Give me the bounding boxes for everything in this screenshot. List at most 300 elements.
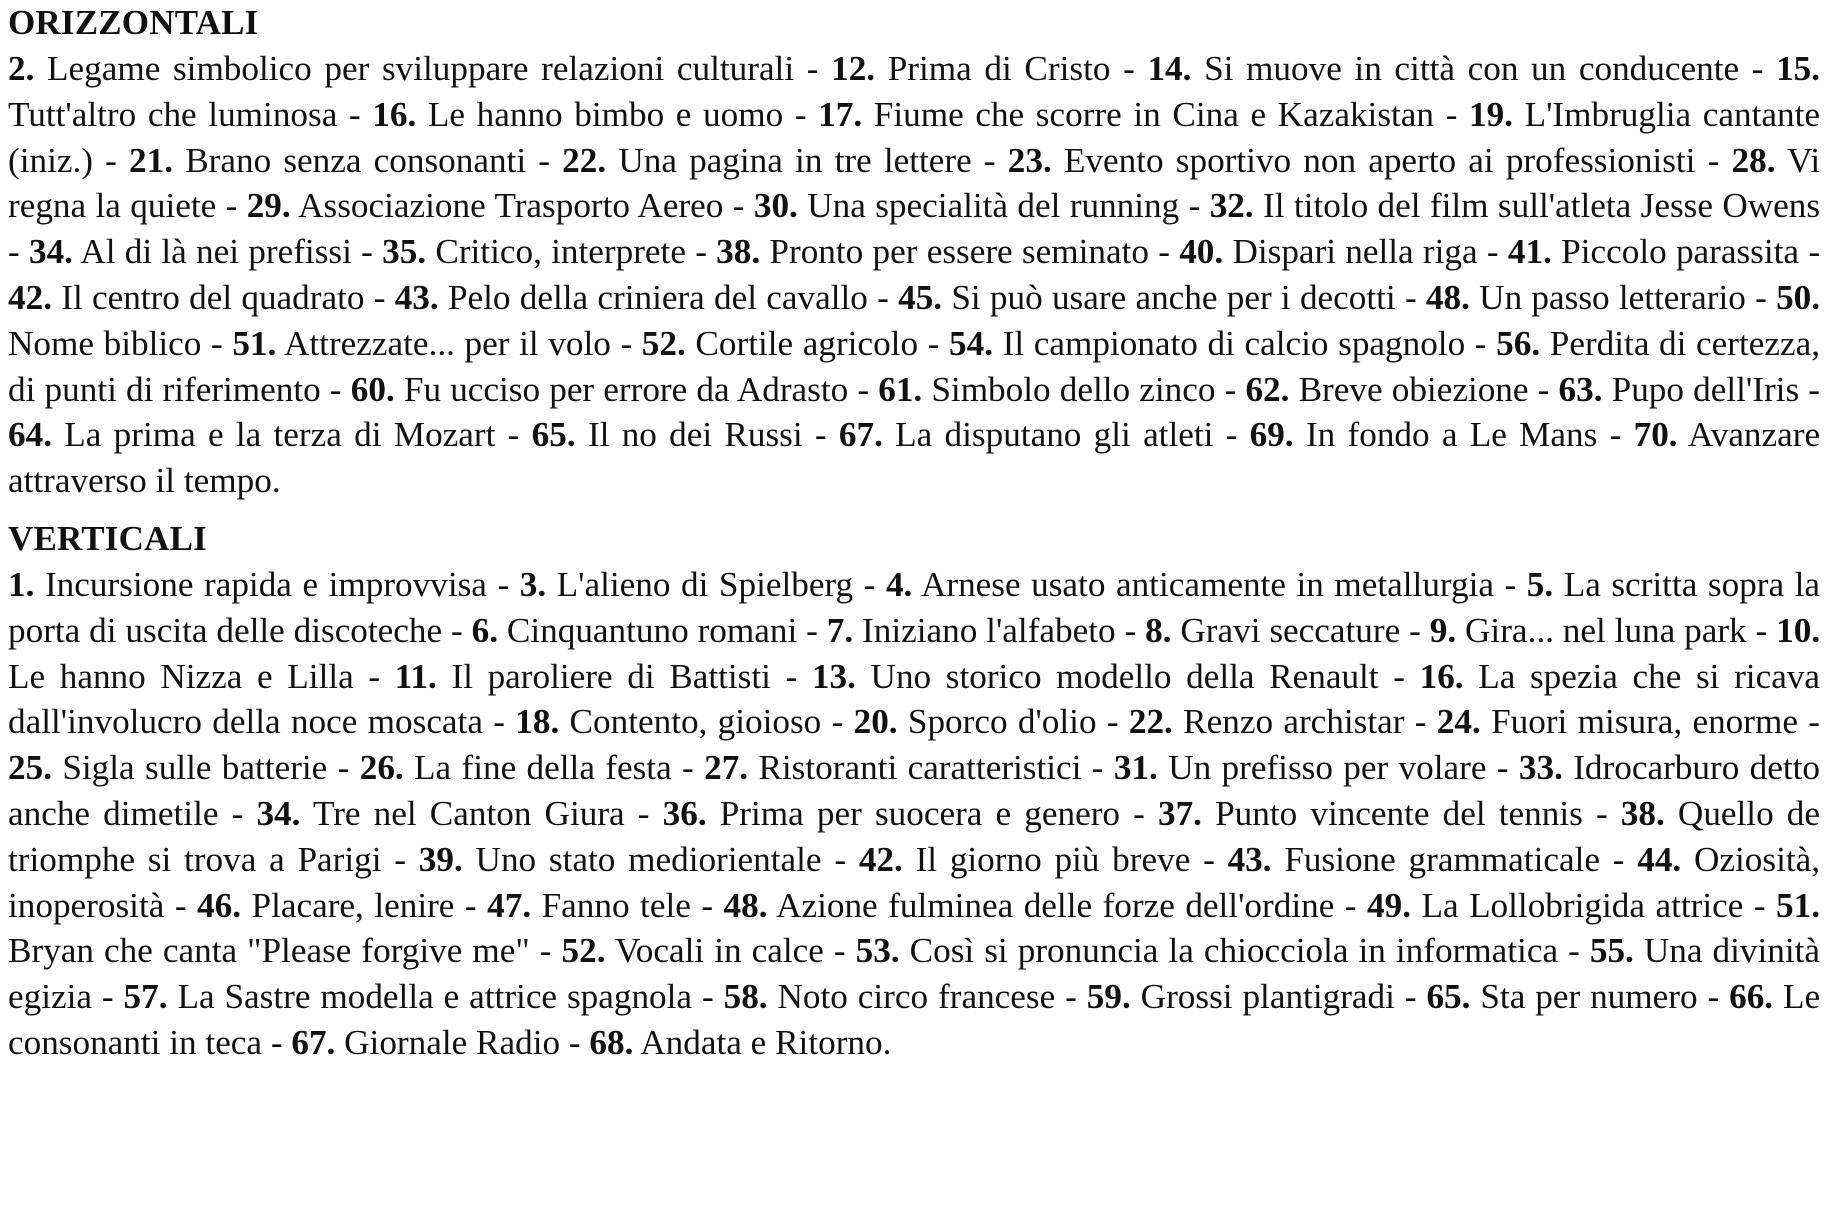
clue-text: Cinquantuno romani: [506, 610, 798, 650]
down-clue: [704, 748, 1081, 787]
clue-separator: -: [1697, 977, 1730, 1017]
clue-number: 51.: [1776, 885, 1821, 925]
clue-text: Cortile agricolo: [695, 323, 919, 363]
clue-text: Vi regna la quiete: [8, 140, 1821, 226]
clue-text: Uno stato mediorientale: [475, 839, 822, 879]
clue-text: Sigla sulle batterie: [62, 748, 328, 788]
clue-separator: -: [1096, 702, 1129, 742]
across-clue: [247, 186, 724, 225]
clue-text: Quello de triomphe si trova a Parigi: [8, 793, 1821, 879]
clue-text: Fiume che scorre in Cina e Kazakistan: [873, 94, 1434, 134]
clue-number: 18.: [515, 702, 560, 742]
clue-text: Prima di Cristo: [887, 49, 1111, 88]
clue-text: Una pagina in tre lettere: [618, 140, 972, 180]
clue-separator: -: [351, 232, 383, 272]
clue-number: 5.: [1526, 564, 1554, 604]
clue-number: 67.: [838, 415, 883, 455]
across-clue: [129, 141, 526, 180]
clue-separator: -: [1486, 748, 1519, 788]
clue-number: 68.: [589, 1022, 634, 1062]
clue-separator: -: [671, 748, 705, 788]
clue-text: Andata e Ritorno.: [640, 1022, 892, 1062]
across-clue: [8, 49, 794, 88]
clue-text: In fondo a Le Mans: [1305, 415, 1598, 455]
clue-number: 2.: [8, 49, 35, 88]
clue-separator: -: [971, 140, 1008, 180]
clue-number: 16.: [1419, 656, 1464, 696]
clue-number: 14.: [1147, 49, 1192, 88]
across-clue: [1426, 278, 1746, 317]
clue-text: Al di là nei prefissi: [80, 232, 352, 272]
clue-text: Noto circo francese: [777, 977, 1056, 1017]
clue-separator: -: [1215, 369, 1246, 409]
clue-text: Tutt'altro che luminosa: [8, 94, 338, 134]
clue-text: Pelo della criniera del cavallo: [447, 277, 868, 317]
clue-text: La scritta sopra la porta di uscita delle discoteche: [8, 564, 1821, 650]
clue-separator: -: [1797, 702, 1820, 742]
clue-number: 9.: [1429, 610, 1457, 650]
clue-text: Le hanno bimbo e uomo: [427, 94, 784, 134]
across-section-title: ORIZZONTALI: [8, 3, 259, 42]
down-clue: [8, 565, 487, 604]
across-clues-section: [8, 0, 1820, 504]
clue-number: 55.: [1589, 931, 1634, 971]
clue-number: 42.: [858, 839, 903, 879]
down-clue: [8, 748, 327, 787]
clue-separator: -: [1465, 323, 1497, 363]
down-clue: [515, 702, 821, 741]
clue-number: 27.: [704, 748, 749, 788]
clue-number: 41.: [1507, 232, 1552, 272]
down-clue: [886, 565, 1494, 604]
clue-number: 46.: [197, 885, 242, 925]
clue-separator: -: [486, 564, 520, 604]
clue-separator: -: [1493, 564, 1527, 604]
clue-separator: -: [918, 323, 950, 363]
down-clue: [724, 886, 1335, 925]
clue-separator: -: [1213, 415, 1250, 455]
clue-separator: -: [1582, 793, 1621, 833]
clue-number: 39.: [418, 839, 463, 879]
clue-text: Fuori misura, enorme: [1491, 702, 1798, 742]
down-clue: [812, 657, 1379, 696]
clue-number: 67.: [291, 1022, 336, 1062]
down-section-title: VERTICALI: [8, 518, 207, 558]
across-clue: [1245, 370, 1528, 409]
clue-number: 15.: [1776, 49, 1821, 88]
clue-number: 66.: [1729, 977, 1774, 1017]
clue-separator: -: [853, 564, 886, 604]
clue-number: 45.: [898, 277, 943, 317]
clue-separator: -: [1528, 369, 1559, 409]
down-clue: [856, 931, 1558, 970]
clue-text: La disputano gli atleti: [895, 415, 1214, 455]
clue-separator: -: [1334, 885, 1367, 925]
clue-number: 42.: [8, 277, 52, 317]
clue-separator: -: [1599, 839, 1638, 879]
down-clue: [291, 1023, 560, 1062]
clue-number: 70.: [1633, 415, 1678, 455]
clue-separator: -: [823, 931, 856, 971]
clue-number: 56.: [1496, 323, 1541, 363]
clue-separator: -: [821, 702, 854, 742]
clue-number: 35.: [382, 232, 427, 272]
clue-number: 50.: [1776, 277, 1821, 317]
clue-number: 40.: [1179, 232, 1224, 272]
clue-number: 26.: [359, 748, 404, 788]
clue-number: 53.: [855, 931, 900, 971]
clue-text: Idrocarburo detto anche dimetile: [8, 748, 1820, 833]
clue-separator: -: [164, 885, 198, 925]
clue-text: Perdita di certezza, di punti di riferimento: [8, 323, 1821, 409]
clue-text: Evento sportivo non aperto ai professionisti: [1063, 140, 1696, 180]
clue-separator: -: [1695, 140, 1732, 180]
clue-number: 69.: [1249, 415, 1294, 455]
clue-text: Il giorno più breve: [915, 839, 1191, 879]
clue-separator: -: [1434, 94, 1469, 134]
clue-number: 22.: [1128, 702, 1173, 742]
clue-separator: -: [1115, 610, 1146, 650]
clue-text: Il centro del quadrato: [61, 277, 365, 317]
clue-separator: -: [526, 140, 563, 180]
clue-number: 25.: [8, 748, 52, 788]
clue-number: 3.: [519, 564, 547, 604]
clue-text: La fine della festa: [414, 748, 672, 788]
clue-number: 34.: [256, 793, 301, 833]
clue-text: Fu ucciso per errore da Adrasto: [403, 369, 849, 409]
clue-number: 19.: [1468, 94, 1513, 134]
clue-text: Fanno tele: [541, 885, 691, 925]
clue-number: 22.: [562, 140, 607, 180]
clue-text: Simbolo dello zinco: [931, 369, 1216, 409]
clue-separator: -: [1378, 656, 1420, 696]
clue-number: 47.: [487, 885, 532, 925]
down-clue: [589, 1023, 891, 1062]
across-clue: [29, 232, 352, 271]
clue-separator: -: [482, 702, 516, 742]
clue-text: L'alieno di Spielberg: [556, 564, 854, 604]
clue-number: 38.: [716, 232, 761, 272]
clue-text: Arnese usato anticamente in metallurgia: [920, 564, 1494, 604]
clue-separator: -: [867, 277, 899, 317]
clue-text: Ristoranti caratteristici: [758, 748, 1082, 788]
clue-number: 33.: [1518, 748, 1563, 788]
down-clue: [520, 565, 853, 604]
clue-number: 28.: [1731, 140, 1776, 180]
clue-separator: -: [624, 793, 663, 833]
clue-number: 61.: [878, 369, 923, 409]
clue-separator: -: [794, 49, 832, 88]
across-clue: [839, 415, 1214, 454]
clue-separator: -: [1179, 186, 1210, 226]
across-clue: [562, 141, 972, 180]
clue-separator: -: [1477, 232, 1508, 272]
across-clue: [8, 415, 495, 454]
clue-separator: -: [821, 839, 859, 879]
clue-text: Bryan che canta "Please forgive me": [8, 931, 530, 971]
clue-number: 31.: [1113, 748, 1158, 788]
down-clues-section: [8, 516, 1820, 1066]
clue-separator: -: [381, 839, 419, 879]
clue-text: Si può usare anche per i decotti: [951, 277, 1396, 317]
clue-text: Giornale Radio: [344, 1022, 561, 1062]
clue-text: Incursione rapida e improvvisa: [44, 564, 487, 604]
clue-number: 49.: [1367, 885, 1411, 925]
down-clue: [859, 840, 1191, 879]
down-clue: [124, 977, 693, 1016]
clue-number: 54.: [949, 323, 993, 363]
clue-separator: -: [216, 186, 247, 226]
across-clue: [716, 232, 1149, 271]
across-clue: [8, 278, 364, 317]
across-clue: [532, 415, 803, 454]
clue-separator: -: [495, 415, 532, 455]
clue-number: 17.: [818, 94, 863, 134]
clue-separator: -: [1148, 232, 1180, 272]
clue-separator: -: [1743, 885, 1777, 925]
down-clue: [419, 840, 822, 879]
clue-number: 52.: [561, 931, 606, 971]
clue-number: 57.: [123, 977, 168, 1017]
across-clue: [395, 278, 868, 317]
clue-number: 23.: [1007, 140, 1052, 180]
across-clue: [642, 324, 918, 363]
clue-text: Punto vincente del tennis: [1215, 793, 1583, 833]
clue-number: 8.: [1145, 610, 1172, 650]
clue-text: Sporco d'olio: [907, 702, 1097, 742]
clue-text: Le consonanti in teca: [8, 977, 1821, 1062]
clue-number: 7.: [826, 610, 854, 650]
clue-text: La spezia che si ricava dall'involucro della noce moscata: [8, 656, 1821, 742]
clue-text: Una divinità egizia: [8, 931, 1821, 1017]
clue-number: 37.: [1157, 793, 1202, 833]
clue-text: Associazione Trasporto Aereo: [298, 186, 724, 226]
down-clue: [1228, 840, 1600, 879]
clue-text: Dispari nella riga: [1232, 232, 1478, 272]
down-clue: [197, 886, 454, 925]
clue-text: Una specialità del running: [807, 186, 1180, 226]
across-clue: [949, 324, 1465, 363]
clue-separator: -: [1110, 49, 1148, 88]
down-clue: [1087, 977, 1395, 1016]
down-clue: [256, 794, 624, 833]
down-clue: [827, 611, 1116, 650]
clue-separator: -: [1400, 610, 1430, 650]
clue-text: Oziosità, inoperosità: [8, 839, 1821, 925]
clue-separator: -: [610, 323, 642, 363]
clue-separator: -: [560, 1022, 590, 1062]
clue-separator: -: [92, 977, 124, 1017]
clue-separator: -: [337, 94, 373, 134]
across-clue: [1179, 232, 1477, 271]
clue-number: 43.: [1227, 839, 1272, 879]
clue-number: 52.: [641, 323, 686, 363]
clue-separator: -: [327, 748, 360, 788]
clue-separator: -: [770, 656, 812, 696]
clue-separator: -: [1404, 702, 1437, 742]
clue-number: 51.: [232, 323, 277, 363]
down-clue: [724, 977, 1056, 1016]
clue-text: Gira... nel luna park: [1465, 610, 1747, 650]
clue-text: Iniziano l'alfabeto: [862, 610, 1116, 650]
across-clue: [1008, 141, 1696, 180]
down-clue: [472, 611, 798, 650]
clue-text: La Lollobrigida attrice: [1421, 885, 1744, 925]
across-clue: [878, 370, 1215, 409]
clue-separator: -: [353, 656, 395, 696]
across-clue: [372, 95, 783, 134]
clue-text: Renzo archistar: [1183, 702, 1405, 742]
clue-number: 24.: [1436, 702, 1481, 742]
clue-text: L'Imbruglia cantante (iniz.): [8, 94, 1821, 180]
down-clue: [1430, 611, 1747, 650]
clue-text: Sta per numero: [1480, 977, 1698, 1017]
down-clue: [1129, 702, 1405, 741]
clue-separator: -: [529, 931, 562, 971]
across-clue: [898, 278, 1396, 317]
clue-text: Il titolo del film sull'atleta Jesse Owens: [1263, 186, 1821, 226]
clue-text: Il no dei Russi: [587, 415, 803, 455]
clue-text: Prima per suocera e genero: [719, 793, 1121, 833]
clue-separator: -: [723, 186, 754, 226]
clue-number: 13.: [811, 656, 856, 696]
clue-text: Nome biblico: [8, 323, 202, 363]
clue-number: 65.: [531, 415, 576, 455]
clue-number: 30.: [753, 186, 798, 226]
clue-text: La Sastre modella e attrice spagnola: [177, 977, 693, 1017]
clue-separator: -: [797, 610, 827, 650]
clue-separator: -: [1745, 277, 1777, 317]
clue-separator: -: [1190, 839, 1228, 879]
clue-number: 48.: [1425, 277, 1470, 317]
clue-separator: -: [1799, 369, 1820, 409]
clue-text: La prima e la terza di Mozart: [64, 415, 496, 455]
clue-number: 12.: [831, 49, 876, 88]
down-clue: [854, 702, 1097, 741]
clue-text: Piccolo parassita: [1561, 232, 1800, 272]
clue-separator: -: [685, 232, 717, 272]
clue-number: 21.: [129, 140, 174, 180]
clue-number: 43.: [394, 277, 439, 317]
clue-text: Tre nel Canton Giura: [312, 793, 625, 833]
clue-separator: -: [93, 140, 130, 180]
across-clue: [1508, 232, 1799, 271]
clue-separator: -: [1739, 49, 1777, 88]
clue-text: Avanzare attraverso il tempo.: [8, 415, 1821, 501]
clue-separator: -: [262, 1022, 292, 1062]
across-clue: [1147, 49, 1739, 88]
down-clue: [1426, 977, 1697, 1016]
clue-text: Breve obiezione: [1298, 369, 1529, 409]
across-clue: [351, 370, 848, 409]
clue-separator: -: [8, 232, 29, 272]
clue-separator: -: [1081, 748, 1114, 788]
clue-number: 60.: [350, 369, 395, 409]
across-clue: [1250, 415, 1598, 454]
clue-separator: -: [454, 885, 488, 925]
clue-number: 4.: [885, 564, 913, 604]
clue-separator: -: [218, 793, 257, 833]
down-clue: [1114, 748, 1487, 787]
clue-number: 36.: [662, 793, 707, 833]
clue-number: 58.: [723, 977, 768, 1017]
clue-number: 10.: [1776, 610, 1821, 650]
clue-separator: -: [802, 415, 839, 455]
clue-separator: -: [1746, 610, 1777, 650]
clue-number: 62.: [1245, 369, 1290, 409]
clue-number: 16.: [372, 94, 417, 134]
clue-text: Vocali in calce: [614, 931, 824, 971]
clue-separator: -: [692, 977, 724, 1017]
clue-text: Si muove in città con un conducente: [1204, 49, 1740, 88]
clue-text: Pronto per essere seminato: [769, 232, 1149, 272]
clue-separator: -: [1120, 793, 1158, 833]
clue-text: Un prefisso per volare: [1168, 748, 1487, 788]
clue-text: Brano senza consonanti: [185, 140, 527, 180]
clue-separator: -: [783, 94, 819, 134]
clue-text: Placare, lenire: [251, 885, 455, 925]
down-clue: [1367, 886, 1743, 925]
down-clue: [1145, 611, 1400, 650]
across-clue: [1210, 186, 1820, 225]
down-clue: [562, 931, 824, 970]
clue-number: 11.: [394, 656, 437, 696]
clue-number: 64.: [8, 415, 52, 455]
clue-separator: -: [201, 323, 233, 363]
clue-number: 44.: [1637, 839, 1682, 879]
clue-number: 32.: [1209, 186, 1254, 226]
clue-separator: -: [364, 277, 395, 317]
clue-separator: -: [690, 885, 724, 925]
clue-text: Legame simbolico per sviluppare relazioni culturali: [47, 49, 795, 88]
across-clue: [1559, 370, 1800, 409]
clue-number: 48.: [723, 885, 768, 925]
clue-text: Così si pronuncia la chiocciola in informatica: [909, 931, 1559, 971]
clue-text: Uno storico modello della Renault: [870, 656, 1379, 696]
clue-separator: -: [1799, 232, 1821, 272]
clue-text: Un passo letterario: [1479, 277, 1746, 317]
clue-separator: -: [442, 610, 472, 650]
clue-text: Fusione grammaticale: [1284, 839, 1600, 879]
clue-text: Le hanno Nizza e Lilla: [8, 656, 354, 696]
across-clue: [818, 95, 1434, 134]
clue-separator: -: [320, 369, 351, 409]
clue-text: Pupo dell'Iris: [1611, 369, 1800, 409]
clue-text: Attrezzate... per il volo: [283, 323, 611, 363]
clue-text: Il campionato di calcio spagnolo: [1002, 323, 1466, 363]
clue-text: Il paroliere di Battisti: [451, 656, 771, 696]
clue-text: Grossi plantigradi: [1140, 977, 1395, 1017]
clue-number: 20.: [853, 702, 898, 742]
clue-text: Gravi seccature: [1180, 610, 1401, 650]
clue-text: Azione fulminea delle forze dell'ordine: [776, 885, 1335, 925]
across-clue: [754, 186, 1179, 225]
clue-text: Critico, interprete: [435, 232, 686, 272]
clue-number: 59.: [1086, 977, 1131, 1017]
across-clue: [382, 232, 686, 271]
clue-number: 63.: [1558, 369, 1603, 409]
clue-number: 6.: [471, 610, 499, 650]
down-clue: [1437, 702, 1798, 741]
clue-number: 29.: [246, 186, 291, 226]
clue-separator: -: [1394, 977, 1427, 1017]
down-clues-text: [8, 562, 1820, 1066]
clue-separator: -: [1395, 277, 1426, 317]
across-clues-text: [8, 46, 1820, 504]
clue-number: 34.: [28, 232, 73, 272]
down-clue: [487, 886, 691, 925]
clue-number: 38.: [1620, 793, 1665, 833]
